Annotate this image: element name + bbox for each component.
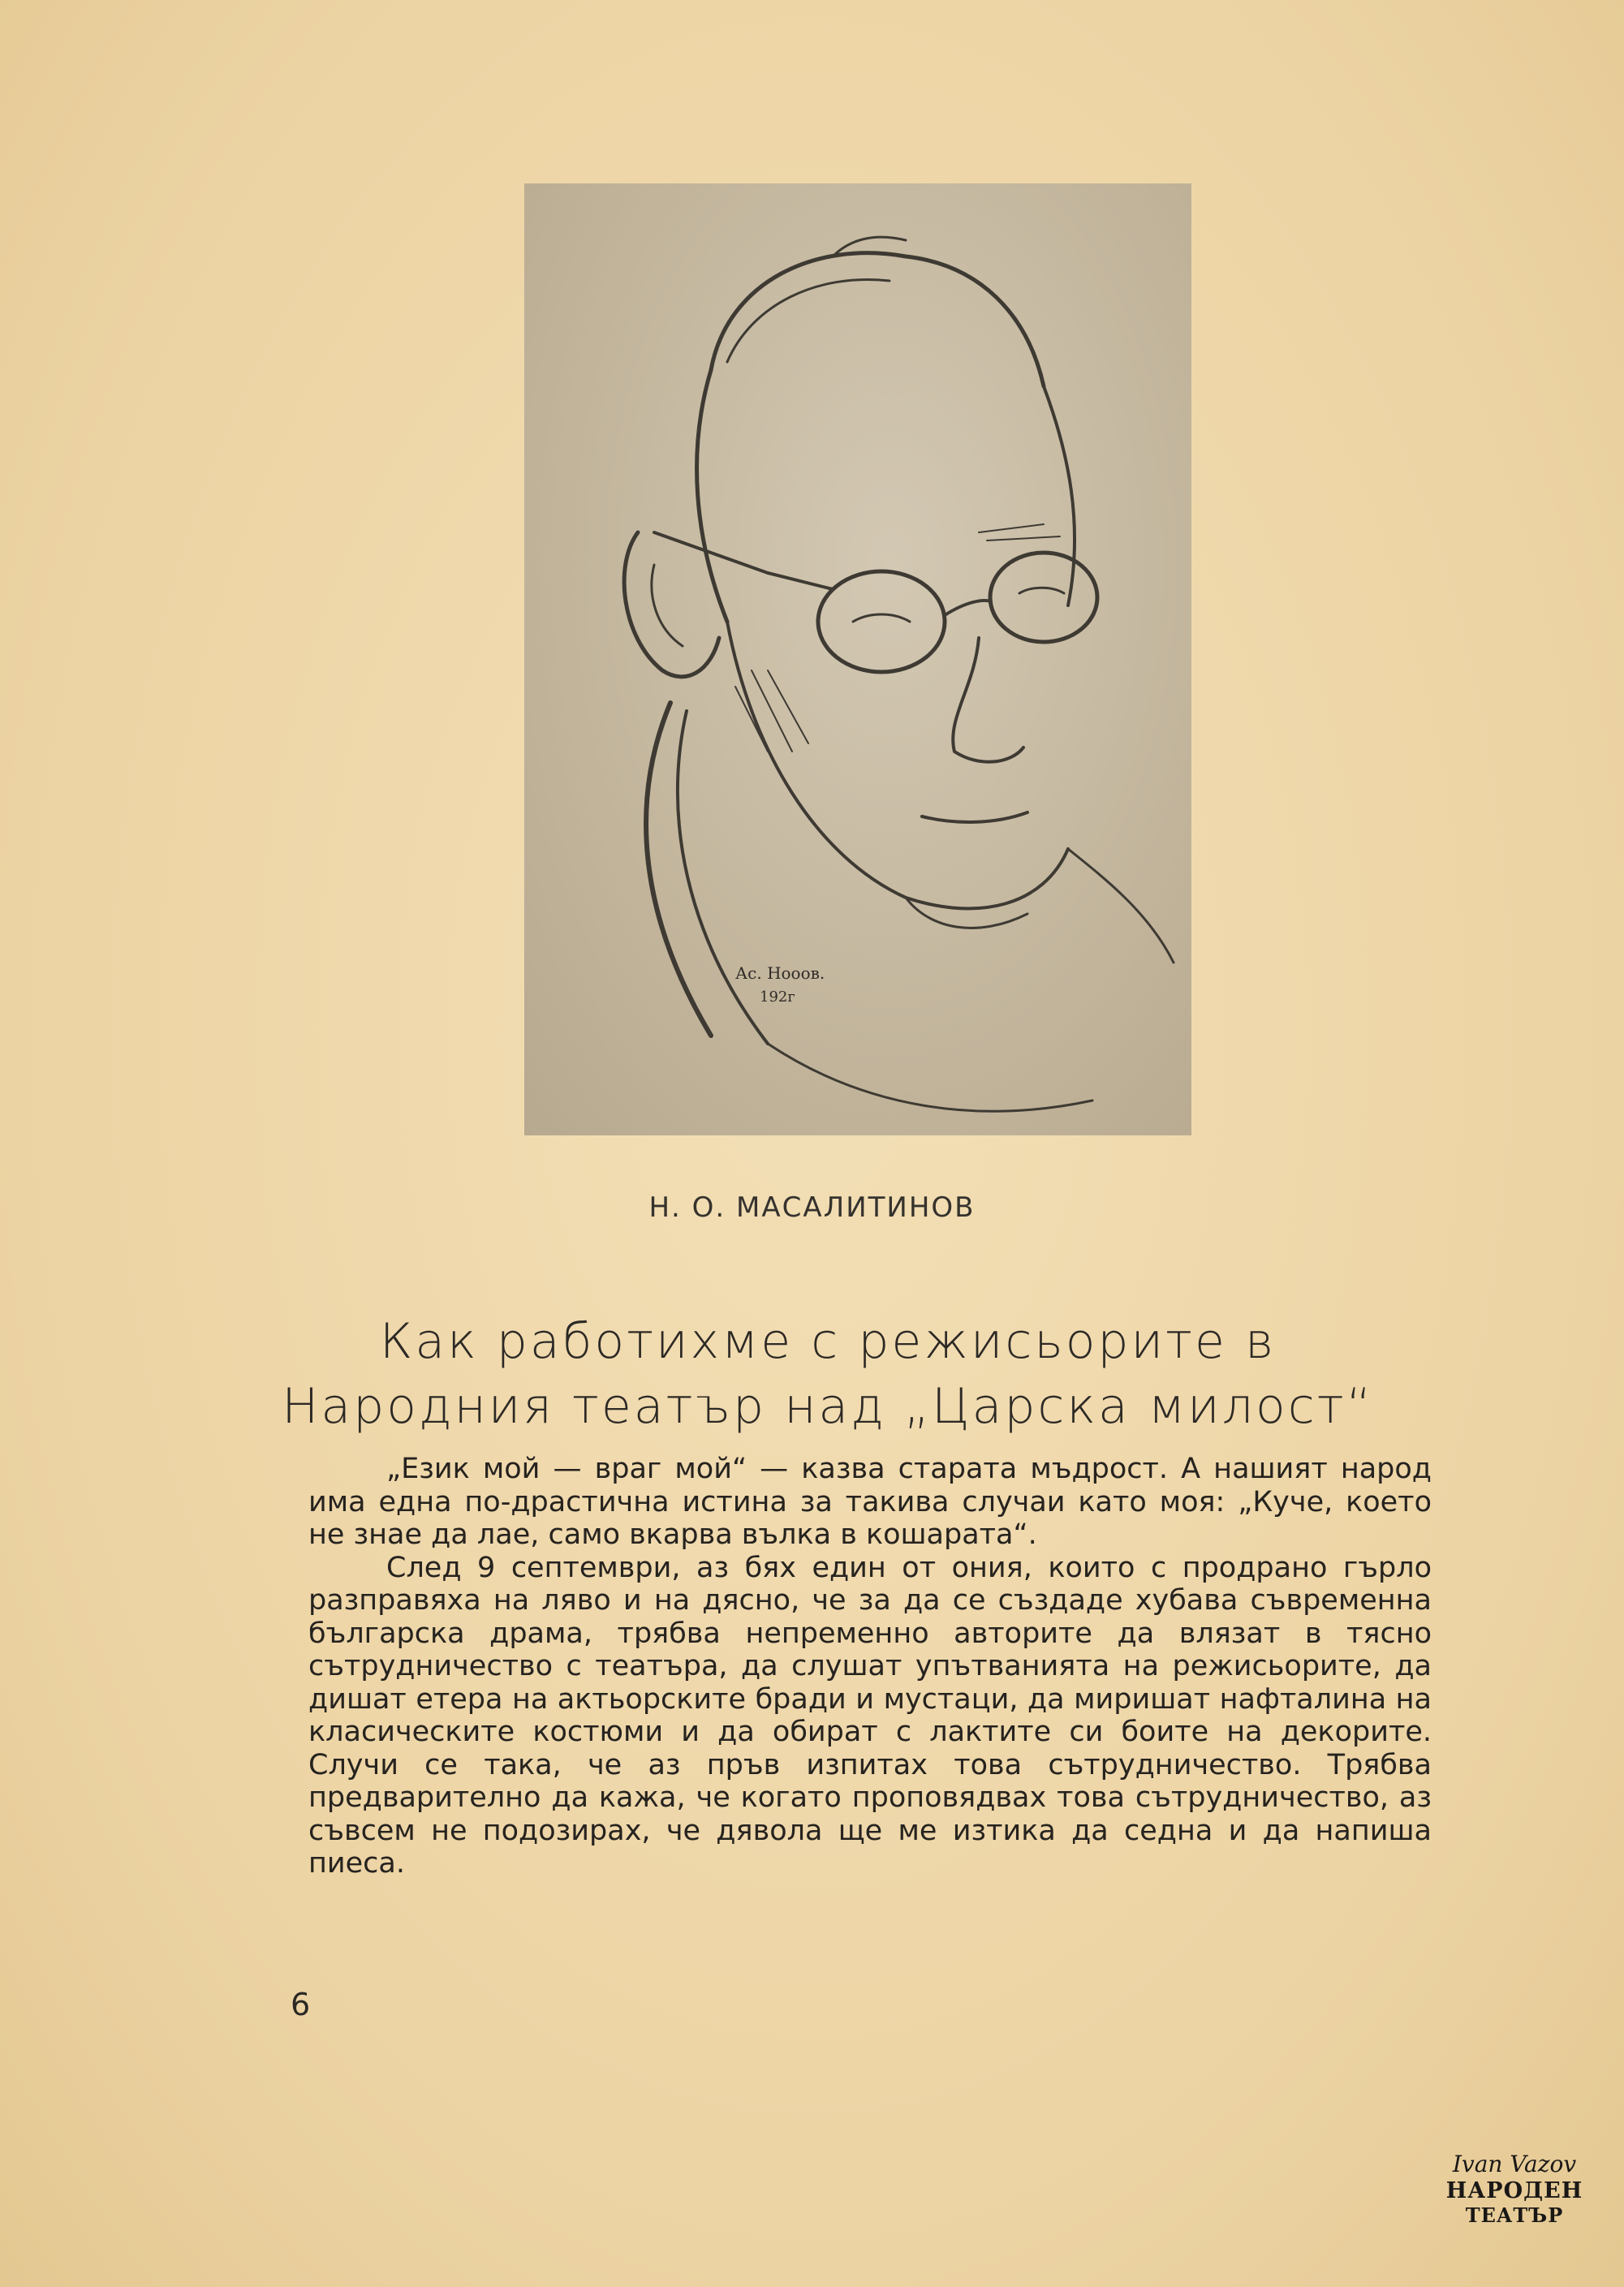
theatre-stamp-logo [1445, 2151, 1583, 2244]
stamp-line2: ТЕАТЪР [1465, 2203, 1564, 2227]
portrait-caption: Н. О. МАСАЛИТИНОВ [648, 1191, 976, 1224]
paragraph: След 9 септември, аз бях един от ония, които с продрано гърло разправяха на ляво и на дясно, че за да се създаде хубава съвременна българска драма, трябва непременно авторите да влязат в тясно сътрудничество с театъра, да слушат упътванията на режисьорите, да дишат етера на актьорските бради и мустаци, да миришат нафталина на класическите костюми и да обират с лактите си боите на декорите. Случи се така, че аз пръв изпитах това сътрудничество. Трябва предварително да кажа, че когато проповядвах това сътрудничество, аз съвсем не подозирах, че дявола ще ме изтика да седна и да напиша пиеса. [308, 1551, 1432, 1880]
article-title: Как работихме с режисьорите в Народния театър над „Царска милост“ [282, 1313, 1374, 1435]
portrait-drawing [524, 183, 1191, 1135]
artist-year: 192г [760, 988, 795, 1006]
paragraph: „Език мой — враг мой“ — казва старата мъдрост. А нашият народ има една по-драстична истина за такива случаи като моя: „Куче, което не знае да лае, само вкарва вълка в кошарата“. [308, 1453, 1432, 1551]
portrait-sketch [524, 183, 1191, 1135]
stamp-line1: НАРОДЕН [1445, 2178, 1583, 2203]
stamp-signature: Ivan Vazov [1452, 2151, 1577, 2177]
artist-signature: Ас. Нооов. [735, 963, 825, 983]
page-number: 6 [291, 1987, 311, 2022]
article-body [308, 1453, 1432, 1880]
